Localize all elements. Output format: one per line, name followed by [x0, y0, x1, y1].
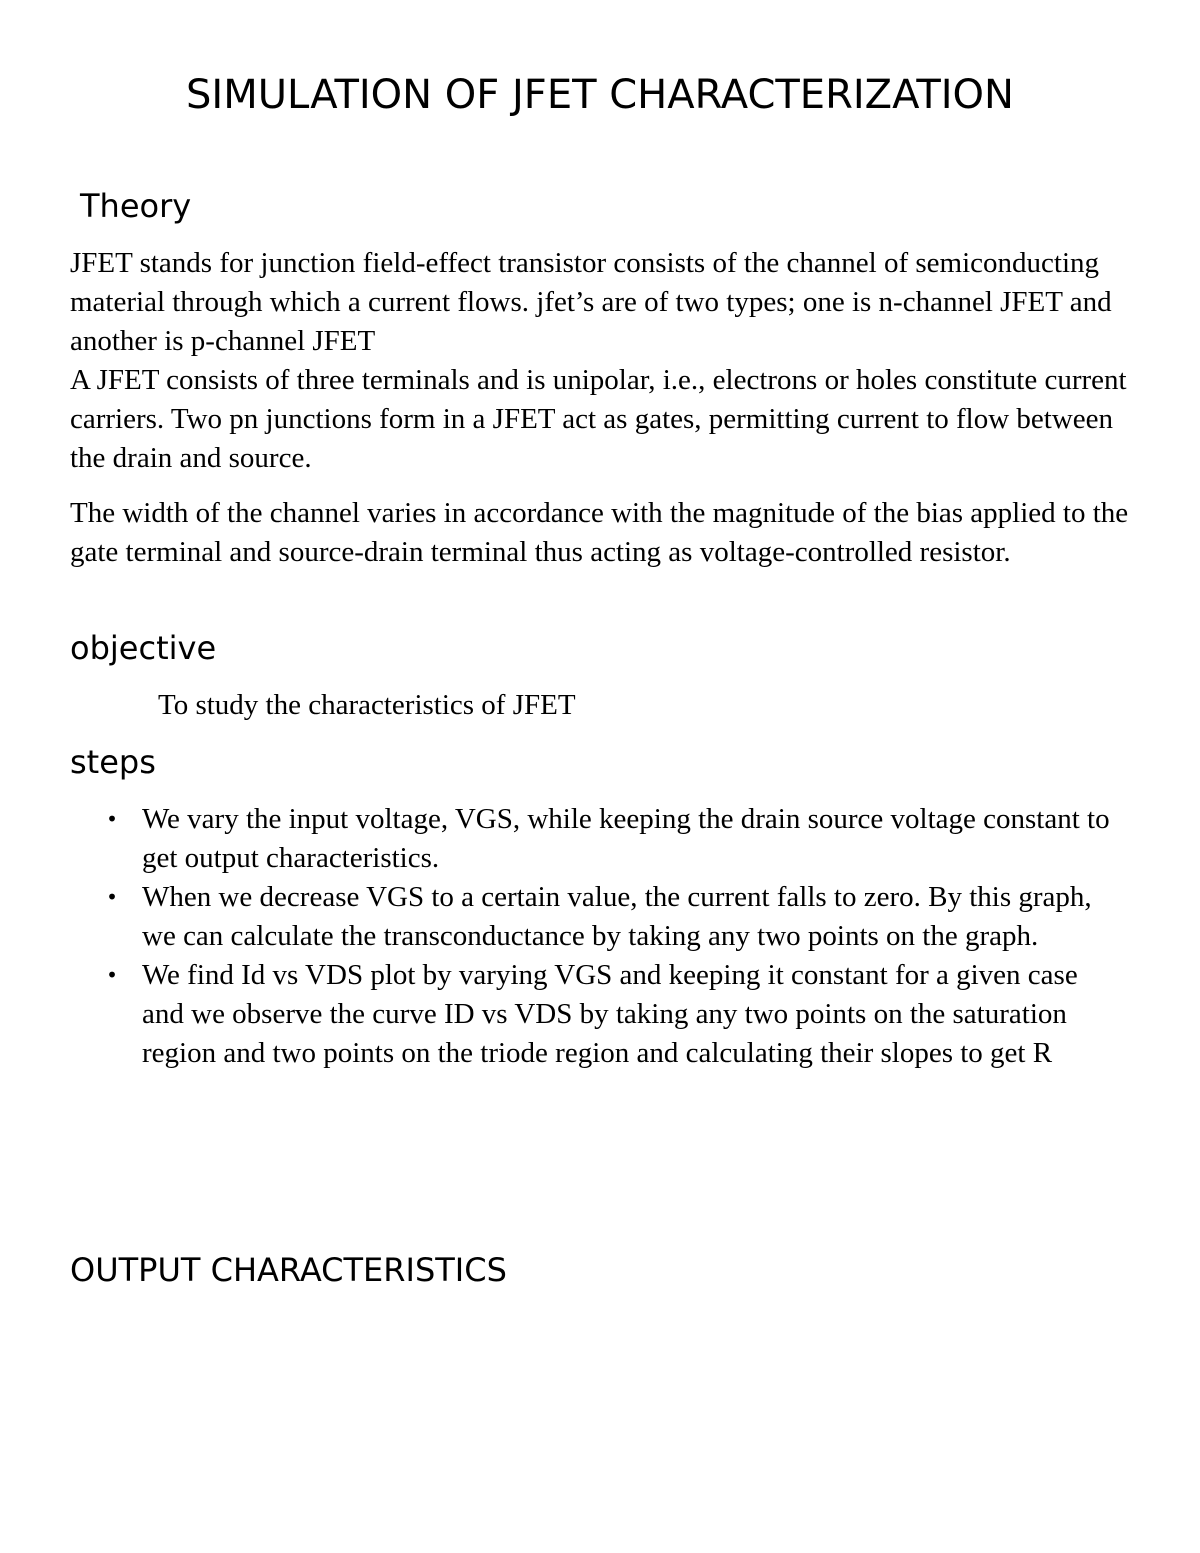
step-text: We vary the input voltage, VGS, while keeping the drain source voltage constant to get output characteristics.: [142, 803, 1110, 874]
list-item: [0, 878, 1117, 956]
bullet-icon: •: [106, 807, 118, 831]
theory-paragraph-3: The width of the channel varies in accordance with the magnitude of the bias applied to the gate terminal and source-drain terminal thus acting as voltage-controlled resistor.: [70, 497, 1129, 568]
steps-heading: steps: [70, 743, 156, 781]
objective-text: To study the characteristics of JFET: [158, 689, 576, 721]
theory-paragraph-1: JFET stands for junction field-effect transistor consists of the channel of semiconducting material through which a current flows. jfet’s are of two types; one is n-channel JFET and another is p-channel JFET: [70, 247, 1112, 357]
step-text: We find Id vs VDS plot by varying VGS and keeping it constant for a given case and we observe the curve ID vs VDS by taking any two points on the saturation region and two points on the triode region and calculating their slopes to get R: [142, 959, 1078, 1069]
objective-heading: objective: [70, 629, 217, 667]
bullet-icon: •: [106, 963, 118, 987]
document-title: SIMULATION OF JFET CHARACTERIZATION: [186, 72, 1014, 118]
theory-heading: Theory: [80, 187, 192, 225]
output-characteristics-heading: OUTPUT CHARACTERISTICS: [70, 1251, 507, 1289]
list-item: [0, 800, 1117, 878]
bullet-icon: •: [106, 885, 118, 909]
step-text: When we decrease VGS to a certain value, the current falls to zero. By this graph, we can calculate the transconductance by taking any two points on the graph.: [142, 881, 1092, 952]
theory-paragraph-2: A JFET consists of three terminals and is unipolar, i.e., electrons or holes constitute current carriers. Two pn junctions form in a JFET act as gates, permitting current to flow between the drain and source.: [70, 364, 1127, 474]
steps-list: [0, 800, 1200, 1073]
list-item: [0, 956, 1117, 1073]
